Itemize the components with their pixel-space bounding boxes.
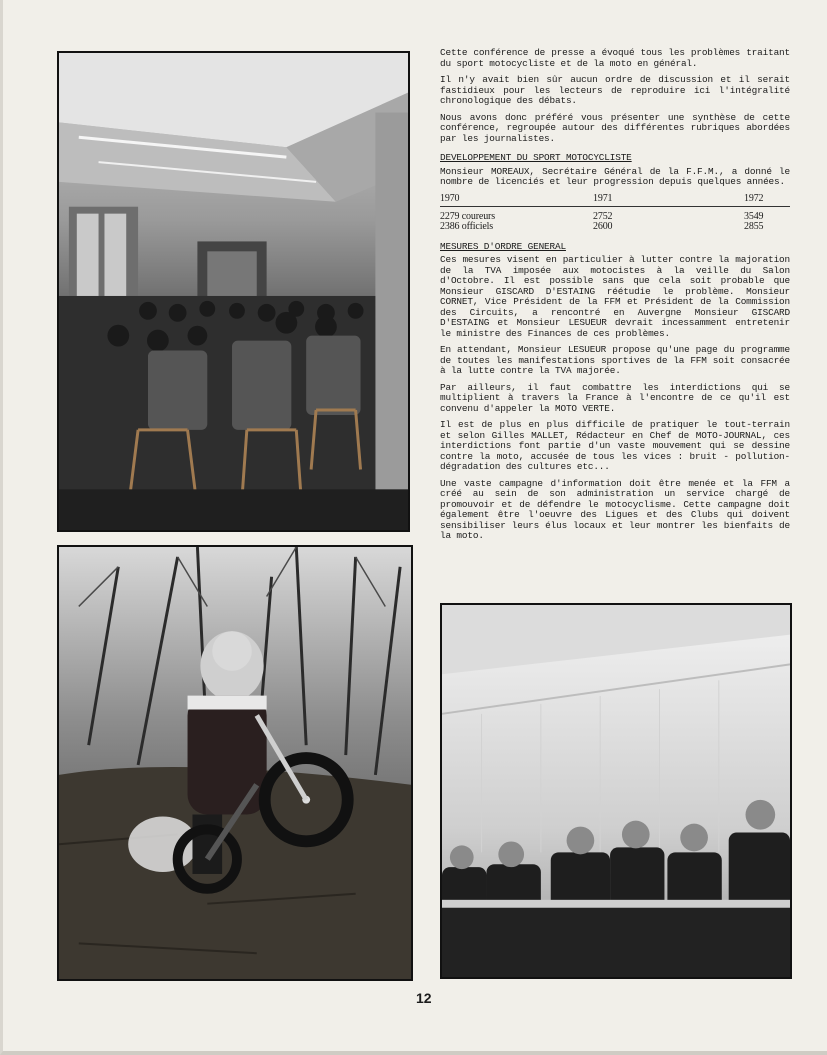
stats-cell: 2600 xyxy=(593,220,613,232)
measures-paragraph-4: Il est de plus en plus difficile de pratiquer le tout-terrain et selon Gilles MALLET, Rédacteur en Chef de MOTO-JOURNAL, ces interdictions font partie d'un vaste mouvement qui se dessine contre la moto, accusée de tous les vices : bruit - pollution-dégradation des cultures etc... xyxy=(440,419,790,472)
photo-press-conference-audience xyxy=(57,51,410,532)
section-heading-development: DEVELOPPEMENT DU SPORT MOTOCYCLISTE xyxy=(440,152,632,163)
photo-press-conference-drawing xyxy=(59,53,408,530)
measures-paragraph-1: Ces mesures visent en particulier à lutter contre la majoration de la TVA imposée aux motocistes à la veille du Salon d'Octobre. Il est possible sans que cela soit probable que Monsieur GISCARD D'ESTAING réétudie le problème. Monsieur CORNET, Vice Président de la FFM et Président de la Commission des Circuits, a rencontré en Auvergne Monsieur GISCARD D'ESTAING et Monsieur LESUEUR devrait incessamment entretenir le ministre des Finances de ces problèmes. xyxy=(440,254,790,339)
photo-dirt-bike-rider xyxy=(57,545,413,981)
stats-header-row xyxy=(440,194,790,207)
stats-year-1971: 1971 xyxy=(593,192,613,204)
section-heading-measures: MESURES D'ORDRE GENERAL xyxy=(440,240,566,252)
photo-panel-officials xyxy=(440,603,792,979)
stats-cell: 3549 xyxy=(744,210,764,222)
page-number: 12 xyxy=(416,990,432,1006)
stats-cell: 2386 officiels xyxy=(440,220,493,232)
stats-year-1972: 1972 xyxy=(744,192,764,204)
stats-row-officiels xyxy=(440,222,790,232)
stats-cell: 2279 coureurs xyxy=(440,210,495,222)
measures-paragraph-2: En attendant, Monsieur LESUEUR propose qu'une page du programme de toutes les manifestations sportives de la FFM soit consacrée à la lutte contre la TVA majorée. xyxy=(440,344,790,376)
measures-paragraph-5: Une vaste campagne d'information doit être menée et la FFM a créé au sein de son administration un service chargé de promouvoir et de défendre le motocyclisme. Cette campagne doit également être l'oeuvre des Ligues et des Clubs qui doivent sensibiliser leurs élus locaux et leur montrer les bienfaits de la moto. xyxy=(440,477,790,541)
stats-cell: 2855 xyxy=(744,220,764,232)
licence-stats-table xyxy=(440,194,790,232)
intro-paragraph-3: Nous avons donc préféré vous présenter une synthèse de cette conférence, regroupée autour des différentes rubriques abordées par les journalistes. xyxy=(440,111,790,144)
section-development-text: Monsieur MOREAUX, Secrétaire Général de la F.F.M., a donné le nombre de licenciés et leur progression depuis quelques années. xyxy=(440,165,790,187)
photo-dirt-bike-drawing xyxy=(59,547,411,979)
photo-panel-drawing xyxy=(442,605,790,977)
stats-row-coureurs xyxy=(440,212,790,222)
intro-paragraph-2: Il n'y avait bien sûr aucun ordre de discussion et il serait fastidieux pour les lecteurs de reproduire ici l'intégralité chronologique des débats. xyxy=(440,74,790,106)
article-text-column xyxy=(440,48,790,548)
intro-paragraph-1: Cette conférence de presse a évoqué tous les problèmes traitant du sport motocycliste et de la moto en général. xyxy=(440,47,790,69)
stats-year-1970: 1970 xyxy=(440,192,460,204)
stats-cell: 2752 xyxy=(593,210,613,222)
measures-paragraph-3: Par ailleurs, il faut combattre les interdictions qui se multiplient à travers la France à l'encontre de ce qu'il est convenu d'appeler la MOTO VERTE. xyxy=(440,381,790,414)
